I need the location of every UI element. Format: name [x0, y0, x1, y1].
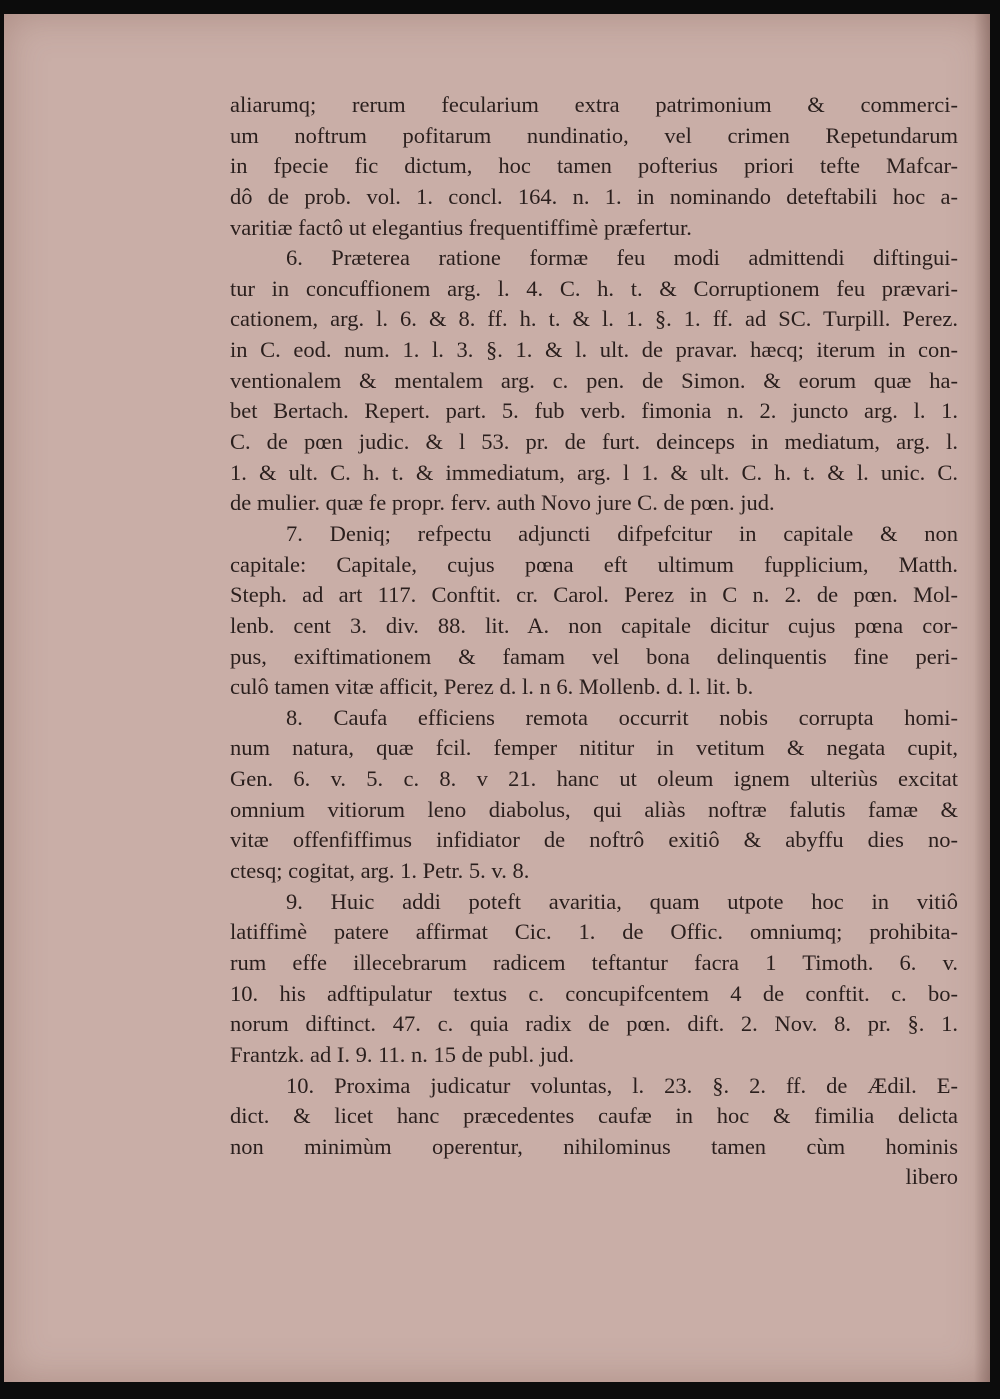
text-line: de mulier. quæ fe propr. ferv. auth Novo jure C. de pœn. jud. — [230, 490, 775, 516]
book-page — [4, 14, 990, 1382]
text-line: Gen. 6. v. 5. c. 8. v 21. hanc ut oleum ignem ulteriùs excitat — [230, 766, 958, 792]
text-line: ctesq; cogitat, arg. 1. Petr. 5. v. 8. — [230, 858, 530, 884]
text-line: non minimùm operentur, nihilominus tamen cùm hominis — [230, 1133, 958, 1159]
body-text — [230, 90, 958, 1193]
text-line: 10. his adftipulatur textus c. concupifcentem 4 de conftit. c. bo- — [230, 980, 958, 1006]
text-line: latiffimè patere affirmat Cic. 1. de Offic. omniumq; prohibita- — [230, 919, 958, 945]
text-line: 10. Proxima judicatur voluntas, l. 23. §. 2. ff. de Ædil. E- — [286, 1072, 958, 1098]
text-line: varitiæ factô ut elegantius frequentiffimè præfertur. — [230, 214, 692, 240]
text-line: bet Bertach. Repert. part. 5. fub verb. fimonia n. 2. juncto arg. l. 1. — [230, 398, 958, 424]
text-line: C. de pœn judic. & l 53. pr. de furt. deinceps in mediatum, arg. l. — [230, 429, 958, 455]
text-line: pus, exiftimationem & famam vel bona delinquentis fine peri- — [230, 643, 958, 669]
text-line: Frantzk. ad I. 9. 11. n. 15 de publ. jud. — [230, 1041, 575, 1067]
text-line: 8. Caufa efficiens remota occurrit nobis corrupta homi- — [286, 704, 958, 730]
text-line: 1. & ult. C. h. t. & immediatum, arg. l 1. & ult. C. h. t. & l. unic. C. — [230, 459, 958, 485]
text-line: dict. & licet hanc præcedentes caufæ in hoc & fimilia delicta — [230, 1103, 958, 1129]
page-edge-shadow — [974, 14, 990, 1382]
text-line: tur in concuffionem arg. l. 4. C. h. t. & Corruptionem feu prævari- — [230, 275, 958, 301]
text-line: in fpecie fic dictum, hoc tamen pofterius priori tefte Mafcar- — [230, 153, 958, 179]
text-line: omnium vitiorum leno diabolus, qui aliàs noftræ falutis famæ & — [230, 796, 958, 822]
text-line: ventionalem & mentalem arg. c. pen. de Simon. & eorum quæ ha- — [230, 367, 958, 393]
text-line: 6. Præterea ratione formæ feu modi admittendi diftingui- — [286, 245, 958, 271]
text-line: capitale: Capitale, cujus pœna eft ultimum fupplicium, Matth. — [230, 551, 958, 577]
text-line: norum diftinct. 47. c. quia radix de pœn. dift. 2. Nov. 8. pr. §. 1. — [230, 1011, 958, 1037]
text-line: 9. Huic addi poteft avaritia, quam utpote hoc in vitiô — [286, 888, 958, 914]
text-line: aliarumq; rerum fecularium extra patrimonium & commerci- — [230, 92, 958, 117]
catchword: libero — [905, 1164, 958, 1190]
text-line: cationem, arg. l. 6. & 8. ff. h. t. & l. 1. §. 1. ff. ad SC. Turpill. Perez. — [230, 306, 958, 332]
text-line: Steph. ad art 117. Conftit. cr. Carol. Perez in C n. 2. de pœn. Mol- — [230, 582, 958, 608]
text-line: lenb. cent 3. div. 88. lit. A. non capitale dicitur cujus pœna cor- — [230, 612, 958, 638]
text-line: in C. eod. num. 1. l. 3. §. 1. & l. ult. de pravar. hæcq; iterum in con- — [230, 337, 958, 363]
text-line: rum effe illecebrarum radicem teftantur facra 1 Timoth. 6. v. — [230, 949, 958, 975]
text-line: dô de prob. vol. 1. concl. 164. n. 1. in nominando deteftabili hoc a- — [230, 183, 958, 209]
text-line: culô tamen vitæ afficit, Perez d. l. n 6. Mollenb. d. l. lit. b. — [230, 674, 754, 700]
text-line: 7. Deniq; refpectu adjuncti difpefcitur in capitale & non — [286, 520, 958, 546]
text-line: num natura, quæ fcil. femper nititur in vetitum & negata cupit, — [230, 735, 958, 761]
text-line: um noftrum pofitarum nundinatio, vel crimen Repetundarum — [230, 122, 958, 148]
text-line: vitæ offenfiffimus infidiator de noftrô exitiô & abyffu dies no- — [230, 827, 958, 853]
